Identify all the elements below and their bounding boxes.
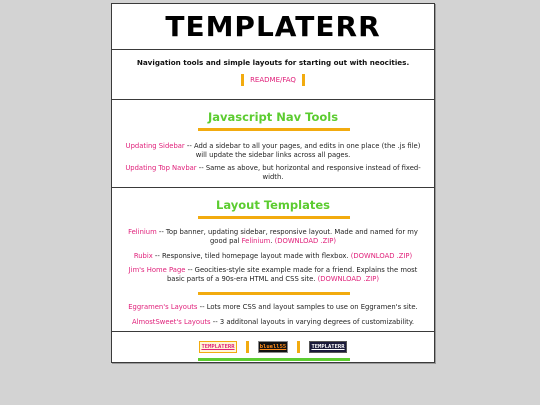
eggramens-layouts-link[interactable]: Eggramen's Layouts (128, 303, 198, 311)
almostsweets-layouts-link[interactable]: AlmostSweet's Layouts (131, 318, 211, 326)
divider-bar-right (302, 74, 305, 86)
templaterr-badge[interactable]: TEMPLATERR (199, 341, 237, 353)
updating-sidebar-link[interactable]: Updating Sidebar (125, 142, 185, 150)
list-item (120, 252, 426, 261)
intro-text: Navigation tools and simple layouts for starting out with neocities. (136, 58, 410, 67)
intro-section (112, 50, 434, 100)
felinium-download-link[interactable]: (DOWNLOAD .ZIP) (274, 237, 337, 245)
item-description: -- 3 additonal layouts in varying degrees of customizability. (210, 318, 415, 326)
felinium-link[interactable]: Felinium (128, 228, 157, 236)
item-description: -- Same as above, but horizontal and responsive instead of fixed-width. (196, 164, 421, 181)
readme-faq-link[interactable]: README/FAQ (250, 76, 296, 84)
jims-download-link[interactable]: (DOWNLOAD .ZIP) (317, 275, 380, 283)
list-item (120, 228, 426, 246)
divider-bar-left (241, 74, 244, 86)
badge-row (112, 341, 434, 353)
divider-bar (246, 341, 249, 353)
footer-section (112, 332, 434, 364)
readme-row (112, 73, 434, 87)
section-divider (198, 292, 350, 295)
felinium-pal-link[interactable]: Felinium (241, 237, 271, 245)
footer-divider (198, 358, 350, 361)
section-divider (198, 216, 350, 219)
item-description: -- Responsive, tiled homepage layout made with flexbox. (152, 252, 351, 260)
layout-templates-title: Layout Templates (216, 198, 330, 212)
item-description: -- Geocities-style site example made for a friend. Explains the most basic parts of a 90s-era HTML and CSS site. (166, 266, 418, 283)
js-nav-tools-section (112, 100, 434, 188)
list-item (120, 303, 426, 312)
js-nav-tools-title: Javascript Nav Tools (207, 110, 339, 124)
page-container (111, 3, 435, 363)
rubix-link[interactable]: Rubix (133, 252, 153, 260)
item-description: -- Lots more CSS and layout samples to use on Eggramen's site. (197, 303, 418, 311)
templaterr-dark-badge[interactable]: TEMPLATERR (309, 341, 347, 353)
layout-templates-section (112, 188, 434, 332)
rubix-download-link[interactable]: (DOWNLOAD .ZIP) (350, 252, 413, 260)
section-divider (198, 128, 350, 131)
divider-bar (297, 341, 300, 353)
item-description: -- Top banner, updating sidebar, responsive layout. Made and named for my good pal (156, 228, 418, 245)
list-item (120, 318, 426, 327)
site-header (112, 4, 434, 50)
updating-top-navbar-link[interactable]: Updating Top Navbar (125, 164, 197, 172)
item-description: . (270, 237, 275, 245)
jims-home-page-link[interactable]: Jim's Home Page (128, 266, 186, 274)
list-item (120, 142, 426, 160)
list-item (120, 164, 426, 182)
list-item (120, 266, 426, 284)
site-title: TEMPLATERR (165, 10, 381, 43)
item-description: -- Add a sidebar to all your pages, and edits in one place (the .js file) will update the sidebar links across all pages. (184, 142, 421, 159)
bluell55-badge[interactable]: bluell55 (258, 341, 288, 353)
